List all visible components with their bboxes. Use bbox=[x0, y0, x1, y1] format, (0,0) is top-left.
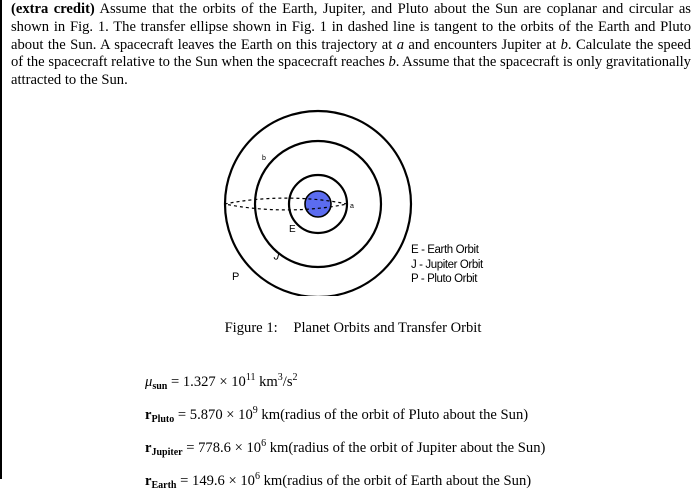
legend-jupiter: J - Jupiter Orbit bbox=[411, 258, 483, 271]
r-pluto-unit: km bbox=[257, 407, 281, 423]
r-jupiter-unit: km bbox=[266, 440, 289, 456]
r-pluto-exponent: 9 bbox=[252, 405, 258, 416]
caption-text: Planet Orbits and Transfer Orbit bbox=[293, 320, 482, 336]
caption-label: Figure 1: bbox=[224, 320, 278, 336]
point-b-ref: b bbox=[560, 36, 568, 53]
r-pluto-symbol: r bbox=[145, 407, 152, 423]
label-b: b bbox=[262, 155, 266, 162]
r-pluto-subscript: Pluto bbox=[151, 414, 175, 425]
problem-text-1: Assume that the orbits of the Earth, Jupiter, and Pluto about the Sun are coplanar and circular as shown in Fig. 1. The transfer ellipse shown in Fig. 1 in dashed line is tangent to the orbits of the Earth and Pluto about the Sun. A spacecraft leaves the Earth on this trajectory at bbox=[11, 1, 691, 53]
r-earth-exponent: 6 bbox=[254, 471, 260, 482]
problem-statement bbox=[11, 1, 691, 90]
extra-credit-label: (extra credit) bbox=[11, 1, 95, 17]
mu-exponent: 11 bbox=[245, 372, 256, 383]
r-earth-mantissa: 149.6 × 10 bbox=[192, 473, 255, 489]
point-b-ref-2: b bbox=[388, 54, 396, 71]
legend-earth: E - Earth Orbit bbox=[411, 244, 479, 256]
r-jupiter-symbol: r bbox=[145, 440, 152, 456]
r-pluto-desc: (radius of the orbit of Pluto about the Sun) bbox=[280, 407, 529, 423]
mu-unit-tail: /s bbox=[282, 374, 293, 390]
r-jupiter-equals: = bbox=[182, 440, 199, 456]
r-earth-symbol: r bbox=[145, 473, 152, 489]
label-a: a bbox=[350, 203, 354, 210]
given-values bbox=[145, 366, 545, 498]
mu-unit-tail-exp: 2 bbox=[292, 372, 298, 383]
mu-subscript: sun bbox=[152, 381, 168, 392]
problem-text-4: . Assume that the spacecraft is only gravitationally attracted to the Sun. bbox=[11, 54, 691, 89]
r-pluto-mantissa: 5.870 × 10 bbox=[189, 407, 253, 423]
r-pluto-equation bbox=[145, 399, 545, 432]
mu-mantissa: 1.327 × 10 bbox=[182, 374, 246, 390]
mu-symbol: μ bbox=[145, 374, 153, 390]
r-pluto-equals: = bbox=[174, 407, 190, 423]
r-earth-equals: = bbox=[176, 473, 193, 489]
label-p: P bbox=[232, 271, 240, 283]
r-earth-subscript: Earth bbox=[151, 480, 177, 491]
r-jupiter-subscript: Jupiter bbox=[151, 447, 183, 458]
r-jupiter-desc: (radius of the orbit of Jupiter about the Sun) bbox=[288, 440, 546, 456]
legend-pluto: P - Pluto Orbit bbox=[411, 273, 478, 285]
mu-sun-equation bbox=[145, 366, 545, 399]
mu-unit-exp: 3 bbox=[277, 372, 283, 383]
problem-text-3: . Calculate the speed of the spacecraft relative to the Sun when the spacecraft reaches bbox=[11, 36, 691, 71]
r-jupiter-mantissa: 778.6 × 10 bbox=[198, 440, 262, 456]
r-earth-equation bbox=[145, 465, 545, 498]
sun bbox=[305, 191, 331, 217]
r-earth-unit: km bbox=[259, 473, 283, 489]
left-margin-rule bbox=[0, 0, 2, 479]
point-a-ref: a bbox=[396, 36, 404, 53]
r-jupiter-exponent: 6 bbox=[261, 438, 267, 449]
figure-caption bbox=[0, 320, 694, 337]
mu-equals: = bbox=[167, 374, 183, 390]
r-jupiter-equation bbox=[145, 432, 545, 465]
mu-unit: km bbox=[255, 374, 278, 390]
orbit-legend bbox=[411, 243, 483, 287]
problem-text-2: and encounters Jupiter at bbox=[404, 36, 561, 53]
label-e: E bbox=[289, 224, 296, 235]
label-j: J bbox=[272, 250, 281, 264]
r-earth-desc: (radius of the orbit of Earth about the Sun) bbox=[282, 473, 532, 489]
